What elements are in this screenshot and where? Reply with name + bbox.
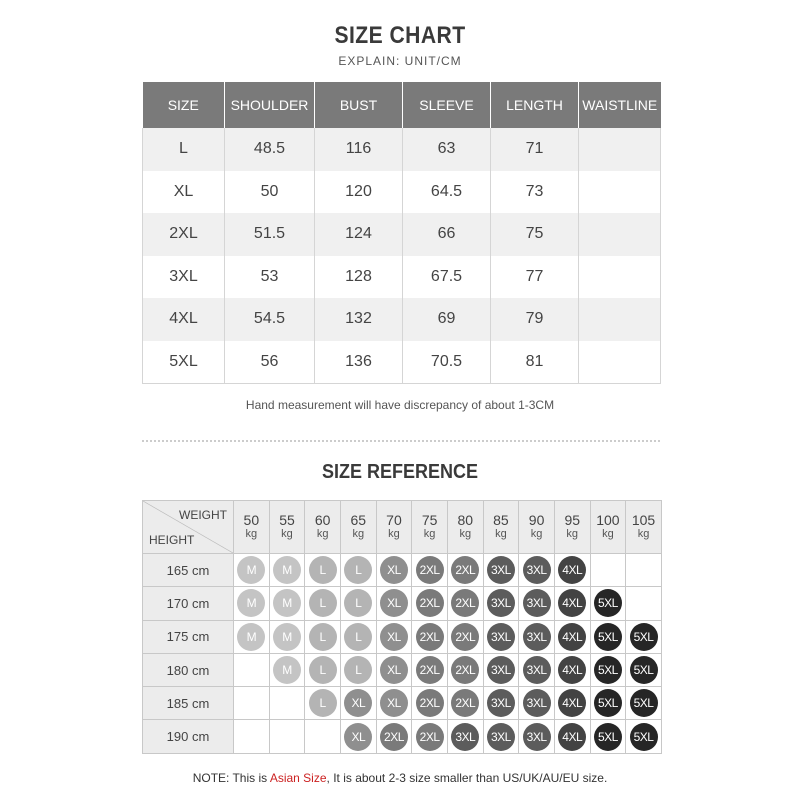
size-badge: 2XL xyxy=(416,689,444,717)
size-badge: 2XL xyxy=(416,589,444,617)
cell-shoulder: 48.5 xyxy=(225,128,315,171)
weight-header-cell xyxy=(340,501,376,554)
cell-bust: 116 xyxy=(315,128,403,171)
height-label-cell: 180 cm xyxy=(143,653,234,686)
size-cell xyxy=(554,587,590,620)
cell-size: 3XL xyxy=(143,256,225,299)
weight-header-row xyxy=(143,501,662,554)
weight-value: 90 xyxy=(528,512,545,528)
size-badge: 2XL xyxy=(380,723,408,751)
measurement-note: Hand measurement will have discrepancy of about 1-3CM xyxy=(245,398,555,412)
cell-size: XL xyxy=(143,171,225,214)
weight-value: 65 xyxy=(350,512,367,528)
size-badge: M xyxy=(273,656,301,684)
size-cell xyxy=(483,687,519,720)
size-cell xyxy=(626,620,662,653)
size-cell xyxy=(376,687,412,720)
size-badge: L xyxy=(344,589,372,617)
weight-unit: kg xyxy=(602,528,614,540)
note-suffix: , It is about 2-3 size smaller than US/UK/AU/EU size. xyxy=(326,771,608,785)
cell-sleeve: 66 xyxy=(403,213,491,256)
size-chart-row xyxy=(143,298,661,341)
size-cell xyxy=(412,620,448,653)
size-badge: 2XL xyxy=(416,623,444,651)
size-cell xyxy=(269,554,305,587)
size-badge: 3XL xyxy=(487,656,515,684)
cell-size: 5XL xyxy=(143,341,225,384)
size-chart-row xyxy=(143,341,661,384)
cell-shoulder: 56 xyxy=(225,341,315,384)
weight-unit: kg xyxy=(388,528,400,540)
weight-unit: kg xyxy=(495,528,507,540)
size-cell xyxy=(234,587,270,620)
size-badge: 3XL xyxy=(487,556,515,584)
size-cell xyxy=(234,720,270,753)
size-badge: 5XL xyxy=(630,689,658,717)
size-badge: 3XL xyxy=(523,623,551,651)
size-chart-row xyxy=(143,213,661,256)
size-cell xyxy=(519,587,555,620)
size-cell xyxy=(483,620,519,653)
cell-sleeve: 64.5 xyxy=(403,171,491,214)
size-badge: M xyxy=(237,623,265,651)
cell-sleeve: 70.5 xyxy=(403,341,491,384)
weight-value: 80 xyxy=(457,512,474,528)
weight-value: 105 xyxy=(631,512,656,528)
weight-header-cell xyxy=(483,501,519,554)
size-cell xyxy=(554,720,590,753)
height-row xyxy=(143,687,662,720)
cell-bust: 132 xyxy=(315,298,403,341)
size-cell xyxy=(340,587,376,620)
size-cell xyxy=(626,554,662,587)
size-cell xyxy=(234,554,270,587)
size-badge: L xyxy=(309,656,337,684)
size-cell xyxy=(376,620,412,653)
height-row xyxy=(143,653,662,686)
size-badge: M xyxy=(273,556,301,584)
size-badge: 3XL xyxy=(523,589,551,617)
size-cell xyxy=(340,687,376,720)
size-cell xyxy=(519,687,555,720)
size-cell xyxy=(305,720,341,753)
size-cell xyxy=(305,620,341,653)
size-badge: 5XL xyxy=(594,623,622,651)
size-cell xyxy=(447,620,483,653)
size-cell xyxy=(412,687,448,720)
size-cell xyxy=(269,687,305,720)
size-badge: L xyxy=(344,556,372,584)
size-badge: 3XL xyxy=(523,556,551,584)
size-badge: 4XL xyxy=(558,723,586,751)
weight-header-cell xyxy=(447,501,483,554)
size-chart-body xyxy=(143,128,661,383)
size-chart-table xyxy=(142,82,661,384)
size-cell xyxy=(554,653,590,686)
weight-label: WEIGHT xyxy=(179,508,227,522)
size-cell xyxy=(483,720,519,753)
size-badge: 5XL xyxy=(594,656,622,684)
size-badge: 3XL xyxy=(523,723,551,751)
weight-header-cell xyxy=(412,501,448,554)
cell-waistline xyxy=(579,341,661,384)
size-cell xyxy=(447,720,483,753)
cell-bust: 120 xyxy=(315,171,403,214)
height-label-cell: 185 cm xyxy=(143,687,234,720)
height-label-cell: 175 cm xyxy=(143,620,234,653)
size-badge: 5XL xyxy=(630,623,658,651)
weight-value: 50 xyxy=(243,512,260,528)
size-chart-row xyxy=(143,171,661,214)
cell-waistline xyxy=(579,298,661,341)
cell-waistline xyxy=(579,213,661,256)
size-badge: 2XL xyxy=(451,656,479,684)
cell-length: 77 xyxy=(491,256,579,299)
size-cell xyxy=(340,720,376,753)
cell-sleeve: 63 xyxy=(403,128,491,171)
weight-value: 75 xyxy=(421,512,438,528)
weight-unit: kg xyxy=(530,528,543,540)
size-cell xyxy=(519,554,555,587)
size-chart-title: SIZE CHART xyxy=(334,22,466,49)
size-chart-header-row xyxy=(143,82,661,128)
cell-waistline xyxy=(579,256,661,299)
cell-waistline xyxy=(579,171,661,214)
size-badge: L xyxy=(309,556,337,584)
weight-header-cell xyxy=(234,501,270,554)
size-cell xyxy=(590,653,626,686)
weight-value: 55 xyxy=(279,512,295,528)
size-badge: M xyxy=(273,589,301,617)
weight-unit: kg xyxy=(459,528,472,540)
size-badge: 2XL xyxy=(451,623,479,651)
size-badge: 3XL xyxy=(487,589,515,617)
size-badge: 3XL xyxy=(487,689,515,717)
weight-value: 70 xyxy=(386,512,402,528)
size-cell xyxy=(340,554,376,587)
weight-header-cell xyxy=(554,501,590,554)
height-row xyxy=(143,620,662,653)
size-badge: L xyxy=(309,589,337,617)
cell-bust: 124 xyxy=(315,213,403,256)
size-cell xyxy=(376,653,412,686)
size-cell xyxy=(554,687,590,720)
size-cell xyxy=(483,653,519,686)
size-badge: 5XL xyxy=(594,723,622,751)
cell-shoulder: 54.5 xyxy=(225,298,315,341)
size-badge: L xyxy=(344,623,372,651)
size-cell xyxy=(269,720,305,753)
size-cell xyxy=(234,653,270,686)
corner-cell xyxy=(143,501,234,554)
weight-unit: kg xyxy=(281,528,293,540)
weight-unit: kg xyxy=(245,528,258,540)
size-badge: 5XL xyxy=(594,589,622,617)
cell-length: 79 xyxy=(491,298,579,341)
size-cell xyxy=(590,587,626,620)
cell-length: 73 xyxy=(491,171,579,214)
weight-unit: kg xyxy=(566,528,579,540)
header-size: SIZE xyxy=(143,82,225,128)
size-cell xyxy=(554,554,590,587)
size-cell xyxy=(447,653,483,686)
size-cell xyxy=(590,620,626,653)
note-highlight: Asian Size xyxy=(269,771,327,785)
weight-header-cell xyxy=(269,501,305,554)
cell-length: 81 xyxy=(491,341,579,384)
header-shoulder: SHOULDER xyxy=(225,82,315,128)
height-label-cell: 190 cm xyxy=(143,720,234,753)
header-bust: BUST xyxy=(315,82,403,128)
size-badge: XL xyxy=(380,656,408,684)
size-cell xyxy=(305,687,341,720)
size-cell xyxy=(340,653,376,686)
size-chart-row xyxy=(143,256,661,299)
cell-length: 71 xyxy=(491,128,579,171)
cell-size: L xyxy=(143,128,225,171)
weight-value: 100 xyxy=(596,512,620,528)
size-badge: L xyxy=(344,656,372,684)
size-badge: 2XL xyxy=(416,656,444,684)
size-reference-table xyxy=(142,500,662,754)
size-cell xyxy=(626,720,662,753)
size-badge: 4XL xyxy=(558,689,586,717)
cell-size: 2XL xyxy=(143,213,225,256)
size-badge: XL xyxy=(380,589,408,617)
header-waistline: WAISTLINE xyxy=(579,82,661,128)
header-sleeve: SLEEVE xyxy=(403,82,491,128)
size-cell xyxy=(483,554,519,587)
size-cell xyxy=(305,554,341,587)
size-cell xyxy=(412,720,448,753)
size-cell xyxy=(305,653,341,686)
size-cell xyxy=(269,653,305,686)
size-badge: M xyxy=(237,589,265,617)
cell-shoulder: 50 xyxy=(225,171,315,214)
weight-header-cell xyxy=(519,501,555,554)
size-cell xyxy=(626,687,662,720)
cell-bust: 136 xyxy=(315,341,403,384)
size-cell xyxy=(234,687,270,720)
note-prefix: NOTE: This is xyxy=(192,771,270,785)
size-cell xyxy=(412,653,448,686)
size-badge: 3XL xyxy=(487,723,515,751)
size-badge: 4XL xyxy=(558,556,586,584)
size-badge: 3XL xyxy=(523,689,551,717)
size-badge: XL xyxy=(380,689,408,717)
weight-unit: kg xyxy=(423,528,436,540)
header-length: LENGTH xyxy=(491,82,579,128)
size-badge: 2XL xyxy=(416,723,444,751)
size-badge: 2XL xyxy=(451,556,479,584)
size-badge: 4XL xyxy=(558,623,586,651)
height-label: HEIGHT xyxy=(149,533,195,547)
height-row xyxy=(143,720,662,753)
cell-shoulder: 51.5 xyxy=(225,213,315,256)
size-cell xyxy=(626,653,662,686)
height-label-cell: 165 cm xyxy=(143,554,234,587)
size-cell xyxy=(376,587,412,620)
weight-header-cell xyxy=(376,501,412,554)
weight-value: 95 xyxy=(564,512,581,528)
size-cell xyxy=(519,620,555,653)
asian-size-note xyxy=(0,771,800,785)
weight-unit: kg xyxy=(637,528,650,540)
size-badge: 5XL xyxy=(630,656,658,684)
size-badge: 4XL xyxy=(558,656,586,684)
cell-shoulder: 53 xyxy=(225,256,315,299)
cell-sleeve: 69 xyxy=(403,298,491,341)
size-cell xyxy=(519,720,555,753)
weight-header-cell xyxy=(305,501,341,554)
height-label-cell: 170 cm xyxy=(143,587,234,620)
size-cell xyxy=(447,587,483,620)
size-chart-row xyxy=(143,128,661,171)
size-badge: 2XL xyxy=(451,589,479,617)
size-badge: L xyxy=(309,689,337,717)
size-badge: M xyxy=(273,623,301,651)
height-row xyxy=(143,554,662,587)
size-badge: 5XL xyxy=(630,723,658,751)
size-cell xyxy=(234,620,270,653)
size-cell xyxy=(412,554,448,587)
size-reference-title: SIZE REFERENCE xyxy=(321,461,479,483)
size-cell xyxy=(376,720,412,753)
size-cell xyxy=(519,653,555,686)
size-badge: 5XL xyxy=(594,689,622,717)
cell-sleeve: 67.5 xyxy=(403,256,491,299)
weight-header-cell xyxy=(590,501,626,554)
weight-value: 85 xyxy=(493,512,509,528)
size-cell xyxy=(340,620,376,653)
dotted-divider xyxy=(142,440,660,442)
size-cell xyxy=(376,554,412,587)
weight-unit: kg xyxy=(352,528,365,540)
cell-waistline xyxy=(579,128,661,171)
size-cell xyxy=(590,720,626,753)
size-badge: L xyxy=(309,623,337,651)
size-chart-subtitle: EXPLAIN: UNIT/CM xyxy=(338,54,462,68)
size-badge: 4XL xyxy=(558,589,586,617)
height-row xyxy=(143,587,662,620)
size-badge: 2XL xyxy=(451,689,479,717)
cell-length: 75 xyxy=(491,213,579,256)
size-cell xyxy=(590,687,626,720)
size-cell xyxy=(269,620,305,653)
size-cell xyxy=(590,554,626,587)
size-cell xyxy=(447,554,483,587)
size-badge: XL xyxy=(344,723,372,751)
weight-header-cell xyxy=(626,501,662,554)
size-badge: 3XL xyxy=(523,656,551,684)
size-badge: XL xyxy=(380,556,408,584)
size-badge: XL xyxy=(344,689,372,717)
weight-value: 60 xyxy=(314,512,331,528)
cell-size: 4XL xyxy=(143,298,225,341)
size-cell xyxy=(412,587,448,620)
size-cell xyxy=(554,620,590,653)
size-cell xyxy=(626,587,662,620)
size-badge: 2XL xyxy=(416,556,444,584)
size-cell xyxy=(305,587,341,620)
size-cell xyxy=(483,587,519,620)
weight-unit: kg xyxy=(316,528,329,540)
cell-bust: 128 xyxy=(315,256,403,299)
size-cell xyxy=(447,687,483,720)
size-badge: 3XL xyxy=(451,723,479,751)
size-badge: XL xyxy=(380,623,408,651)
size-badge: 3XL xyxy=(487,623,515,651)
size-badge: M xyxy=(237,556,265,584)
size-cell xyxy=(269,587,305,620)
